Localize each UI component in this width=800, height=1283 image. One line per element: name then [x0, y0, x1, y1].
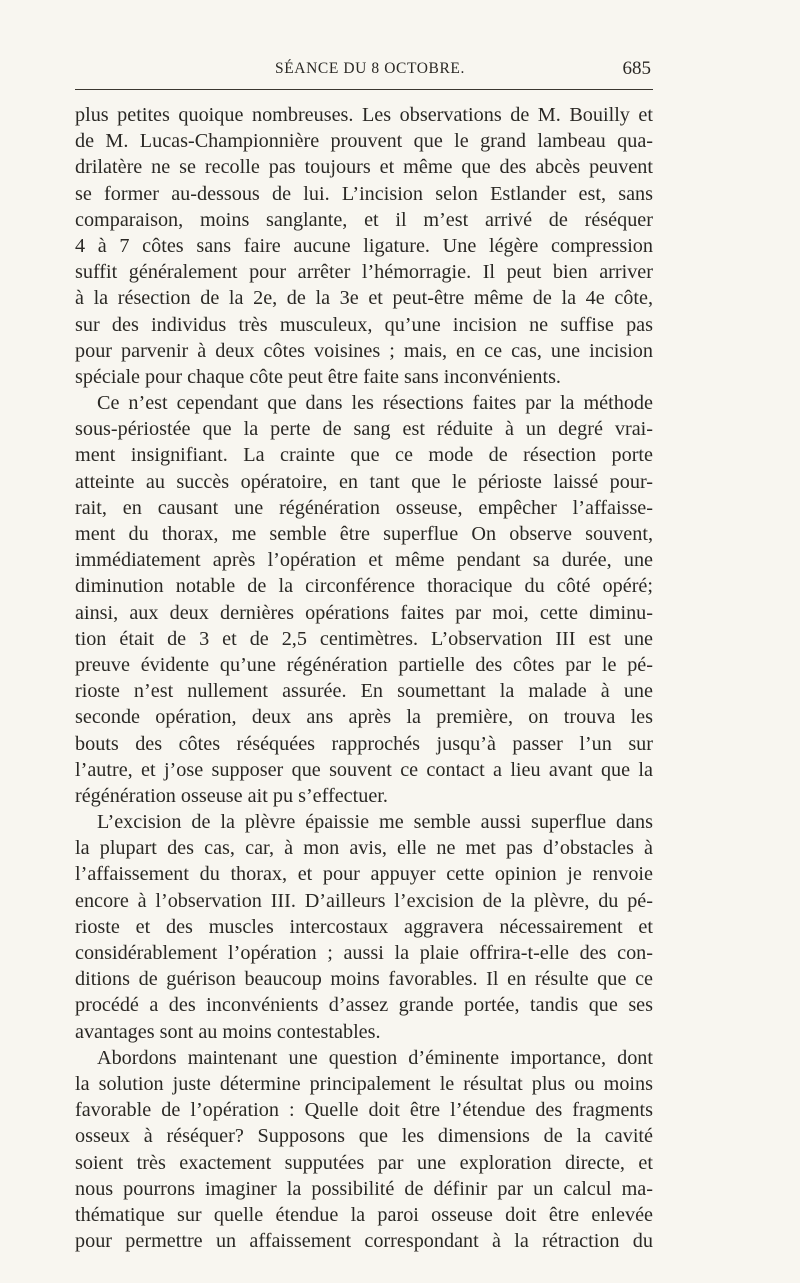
- text-line: tion était de 3 et de 2,5 centimètres. L’observation III est une: [75, 627, 653, 650]
- text-line: pour permettre un affaissement correspondant à la rétraction du: [75, 1230, 653, 1253]
- running-title: SÉANCE DU 8 OCTOBRE.: [275, 60, 465, 77]
- text-line: encore à l’observation III. D’ailleurs l’excision de la plèvre, du pé-: [75, 889, 653, 912]
- text-line: rait, en causant une régénération osseuse, empêcher l’affaisse-: [75, 496, 653, 519]
- text-line: nous pourrons imaginer la possibilité de définir par un calcul ma-: [75, 1177, 653, 1200]
- text-line: considérablement l’opération ; aussi la plaie offrira-t-elle des con-: [75, 942, 653, 964]
- text-line: Abordons maintenant une question d’éminente importance, dont: [97, 1046, 653, 1069]
- text-line: 4 à 7 côtes sans faire aucune ligature. Une légère compression: [75, 234, 653, 257]
- text-line: ment insignifiant. La crainte que ce mode de résection porte: [75, 444, 653, 467]
- text-line: rioste n’est nullement assurée. En soumettant la malade à une: [75, 680, 653, 703]
- text-line: drilatère ne se recolle pas toujours et même que des abcès peuvent: [75, 156, 653, 179]
- text-line: suffit généralement pour arrêter l’hémorragie. Il peut bien arriver: [75, 261, 653, 284]
- text-line: osseux à réséquer? Supposons que les dimensions de la cavité: [75, 1125, 653, 1148]
- text-line: immédiatement après l’opération et même pendant sa durée, une: [75, 549, 653, 572]
- text-line: ment du thorax, me semble être superflue On observe souvent,: [75, 523, 653, 545]
- text-line: ditions de guérison beaucoup moins favorables. Il en résulte que ce: [75, 968, 653, 991]
- text-line: preuve évidente qu’une régénération partielle des côtes par le pé-: [75, 653, 653, 676]
- text-line: régénération osseuse ait pu s’effectuer.: [75, 784, 388, 807]
- text-line: soient très exactement supputées par une exploration directe, et: [75, 1151, 653, 1174]
- text-line: seconde opération, deux ans après la première, on trouva les: [75, 706, 653, 729]
- text-line: diminution notable de la circonférence thoracique du côté opéré;: [75, 575, 653, 598]
- text-line: ainsi, aux deux dernières opérations faites par moi, cette diminu-: [75, 601, 653, 624]
- text-line: atteinte au succès opératoire, en tant que le périoste laissé pour-: [75, 470, 653, 493]
- page-number: 685: [622, 58, 651, 79]
- text-line: Ce n’est cependant que dans les résections faites par la méthode: [97, 392, 653, 415]
- text-line: bouts des côtes réséquées rapprochés jusqu’à passer l’un sur: [75, 732, 653, 755]
- text-line: favorable de l’opération : Quelle doit être l’étendue des fragments: [75, 1099, 653, 1122]
- text-line: procédé a des inconvénients d’assez grande portée, tandis que ses: [75, 994, 653, 1017]
- text-line: la solution juste détermine principalement le résultat plus ou moins: [75, 1072, 653, 1095]
- text-line: plus petites quoique nombreuses. Les observations de M. Bouilly et: [75, 104, 653, 126]
- text-line: l’autre, et j’ose supposer que souvent ce contact a lieu avant que la: [75, 758, 653, 781]
- text-line: comparaison, moins sanglante, et il m’est arrivé de réséquer: [75, 208, 653, 231]
- text-line: sous-périostée que la perte de sang est réduite à un degré vrai-: [75, 418, 653, 441]
- body-text: [75, 102, 653, 1254]
- running-head: [75, 58, 653, 82]
- text-line: rioste et des muscles intercostaux aggravera nécessairement et: [75, 915, 653, 938]
- text-line: spéciale pour chaque côte peut être faite sans inconvénients.: [75, 365, 561, 388]
- text-line: L’excision de la plèvre épaissie me semble aussi superflue dans: [97, 811, 653, 834]
- text-line: la plupart des cas, car, à mon avis, elle ne met pas d’obstacles à: [75, 837, 653, 860]
- text-line: de M. Lucas-Championnière prouvent que le grand lambeau qua-: [75, 130, 653, 153]
- text-line: se former au-dessous de lui. L’incision selon Estlander est, sans: [75, 182, 653, 205]
- text-line: avantages sont au moins contestables.: [75, 1020, 381, 1043]
- text-line: l’affaissement du thorax, et pour appuyer cette opinion je renvoie: [75, 863, 653, 886]
- header-rule: [75, 89, 653, 90]
- text-line: sur des individus très musculeux, qu’une incision ne suffise pas: [75, 313, 653, 336]
- text-line: thématique sur quelle étendue la paroi osseuse doit être enlevée: [75, 1203, 653, 1226]
- text-line: pour parvenir à deux côtes voisines ; mais, en ce cas, une incision: [75, 339, 653, 362]
- text-line: à la résection de la 2e, de la 3e et peut-être même de la 4e côte,: [75, 287, 653, 310]
